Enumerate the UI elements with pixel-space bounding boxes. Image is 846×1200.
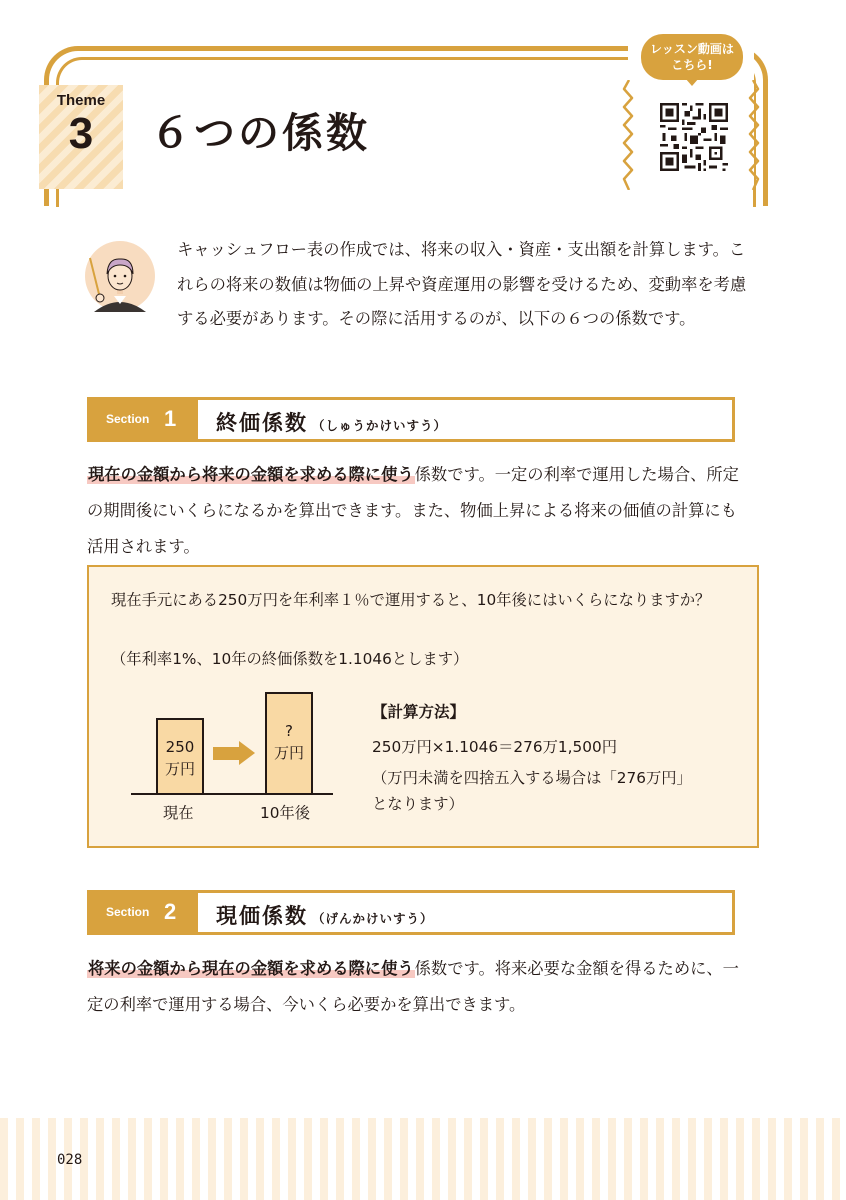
- avatar-spacer: [87, 233, 177, 329]
- section-2-tab: [90, 893, 198, 932]
- calc-heading: 【計算方法】: [372, 703, 466, 721]
- section-1-header: [87, 397, 735, 442]
- section-1-label: Section: [106, 412, 150, 426]
- arrow-right-head-icon: [239, 741, 255, 765]
- bar-future: [265, 692, 313, 795]
- section-1-title: 終価係数: [216, 411, 308, 435]
- section-1-body: 係数です。一定の利率で運用した場合、所定の期間後にいくらになるかを算出できます。また、物価上昇による将来の価値の計算にも活用されます。: [87, 465, 739, 556]
- page-number: 028: [57, 1152, 83, 1168]
- section-2-paragraph: [87, 951, 749, 1023]
- caption-future: 10年後: [260, 804, 311, 822]
- diagram-baseline: [131, 793, 333, 795]
- example-question: 現在手元にある250万円を年利率１％で運用すると、10年後にはいくらになりますか？: [111, 591, 711, 609]
- footer-stripes: [0, 1118, 846, 1200]
- example-condition: （年利率1%、10年の終価係数を1.1046とします）: [111, 650, 469, 668]
- section-1-reading: （しゅうかけいすう）: [312, 418, 448, 433]
- lesson-bubble-tail: [685, 78, 699, 86]
- section-1-highlight: 現在の金額から将来の金額を求める際に使う: [88, 465, 414, 484]
- section-1-title-wrap: [216, 407, 447, 437]
- intro-paragraph: [87, 233, 747, 337]
- section-2-highlight: 将来の金額から現在の金額を求める際に使う: [88, 959, 414, 978]
- bar-future-unit: 万円: [273, 744, 304, 762]
- section-1-paragraph: [87, 457, 749, 565]
- section-2-header: [87, 890, 735, 935]
- section-2-label: Section: [106, 905, 150, 919]
- arrow-right-icon: [213, 747, 239, 760]
- lesson-bubble-line2: こちら!: [671, 58, 713, 72]
- section-1-number: 1: [164, 406, 177, 431]
- intro-text: キャッシュフロー表の作成では、将来の収入・資産・支出額を計算します。これらの将来の数値は物価の上昇や資産運用の影響を受けるため、変動率を考慮する必要があります。その際に活用するのが、以下の６つの係数です。: [177, 240, 747, 328]
- lesson-bubble-line1: レッスン動画は: [650, 42, 734, 56]
- section-2-title: 現価係数: [216, 904, 308, 928]
- calc-note: （万円未満を四捨五入する場合は「276万円」となります）: [372, 769, 692, 813]
- section-2-reading: （げんかけいすう）: [312, 911, 434, 926]
- zigzag-left-icon: [622, 80, 636, 190]
- bar-present-unit: 万円: [164, 760, 195, 778]
- bar-present: [156, 718, 204, 795]
- theme-number: 3: [68, 109, 94, 158]
- theme-label: Theme: [56, 92, 106, 109]
- zigzag-right-icon: [746, 80, 760, 190]
- section-1-tab: [90, 400, 198, 439]
- page-title: ６つの係数: [150, 109, 370, 157]
- section-2-body: 係数です。将来必要な金額を得るために、一定の利率で運用する場合、今いくら必要かを算出できます。: [87, 959, 739, 1014]
- bar-present-amount: 250: [165, 738, 195, 756]
- theme-badge: [39, 85, 123, 189]
- qr-code-icon[interactable]: [660, 103, 728, 171]
- lesson-video-bubble[interactable]: [641, 34, 743, 80]
- bar-future-amount: ?: [285, 722, 293, 740]
- example-box: [87, 565, 759, 848]
- calc-formula: 250万円×1.1046＝276万1,500円: [372, 738, 618, 756]
- section-2-number: 2: [164, 899, 177, 924]
- caption-present: 現在: [163, 804, 194, 822]
- section-2-title-wrap: [216, 900, 434, 930]
